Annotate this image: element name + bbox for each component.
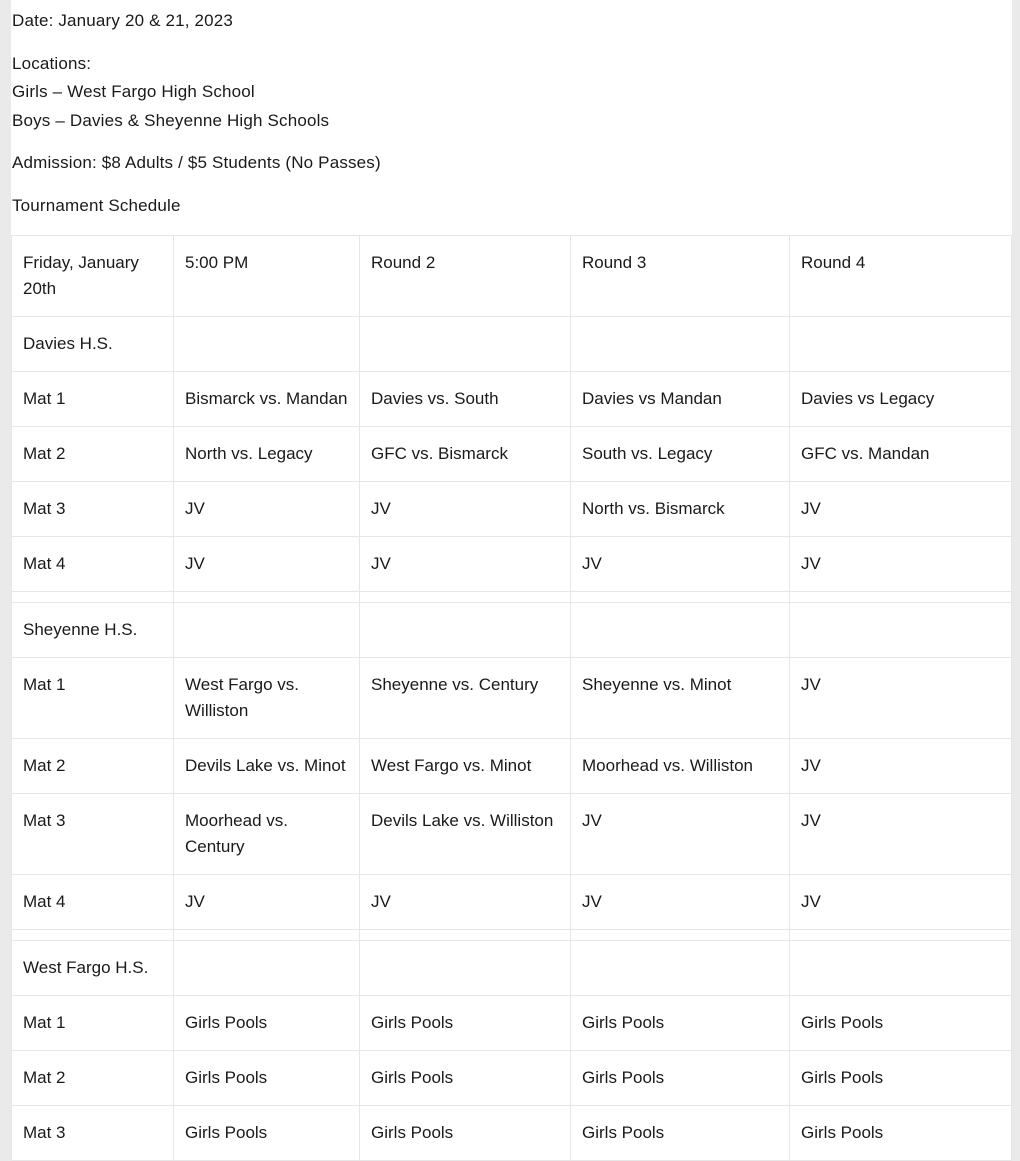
matchup-cell: North vs. Bismarck xyxy=(571,481,790,536)
column-header-3: Round 2 xyxy=(360,235,571,316)
venue-section-row xyxy=(12,602,1012,657)
matchup-cell: JV xyxy=(571,793,790,874)
venue-name: Davies H.S. xyxy=(12,316,174,371)
empty-cell xyxy=(571,929,790,940)
matchup-cell: Girls Pools xyxy=(174,995,360,1050)
matchup-cell: Moorhead vs. Century xyxy=(174,793,360,874)
column-header-4: Round 3 xyxy=(571,235,790,316)
mat-label: Mat 4 xyxy=(12,874,174,929)
matchup-cell: Girls Pools xyxy=(360,1105,571,1160)
matchup-cell: Sheyenne vs. Minot xyxy=(571,657,790,738)
matchup-cell: Girls Pools xyxy=(174,1050,360,1105)
venue-name: West Fargo H.S. xyxy=(12,940,174,995)
schedule-header-row xyxy=(12,235,1012,316)
matchup-cell: Bismarck vs. Mandan xyxy=(174,371,360,426)
matchup-cell: Girls Pools xyxy=(790,995,1012,1050)
empty-cell xyxy=(790,940,1012,995)
schedule-heading: Tournament Schedule xyxy=(12,195,181,215)
matchup-cell: JV xyxy=(790,657,1012,738)
matchup-cell: Sheyenne vs. Century xyxy=(360,657,571,738)
matchup-cell: GFC vs. Bismarck xyxy=(360,426,571,481)
schedule-table-body xyxy=(12,235,1012,1160)
venue-section-row xyxy=(12,940,1012,995)
matchup-cell: JV xyxy=(174,874,360,929)
mat-label: Mat 2 xyxy=(12,1050,174,1105)
intro-spacer-4 xyxy=(12,221,1012,235)
empty-cell xyxy=(360,940,571,995)
mat-label: Mat 2 xyxy=(12,738,174,793)
mat-row xyxy=(12,536,1012,591)
empty-cell xyxy=(360,591,571,602)
venue-section-row xyxy=(12,316,1012,371)
matchup-cell: Girls Pools xyxy=(790,1050,1012,1105)
matchup-cell: JV xyxy=(360,874,571,929)
mat-row xyxy=(12,1105,1012,1160)
mat-label: Mat 3 xyxy=(12,793,174,874)
matchup-cell: South vs. Legacy xyxy=(571,426,790,481)
mat-row xyxy=(12,481,1012,536)
empty-cell xyxy=(174,602,360,657)
matchup-cell: JV xyxy=(174,536,360,591)
matchup-cell: JV xyxy=(360,536,571,591)
matchup-cell: GFC vs. Mandan xyxy=(790,426,1012,481)
empty-cell xyxy=(360,316,571,371)
matchup-cell: JV xyxy=(174,481,360,536)
spacer-row xyxy=(12,591,1012,602)
location-boys: Boys – Davies & Sheyenne High Schools xyxy=(12,110,330,130)
locations-label: Locations: xyxy=(12,53,92,73)
matchup-cell: Devils Lake vs. Williston xyxy=(360,793,571,874)
empty-cell xyxy=(174,940,360,995)
mat-label: Mat 4 xyxy=(12,536,174,591)
mat-row xyxy=(12,426,1012,481)
mat-row xyxy=(12,657,1012,738)
matchup-cell: JV xyxy=(571,536,790,591)
column-header-2: 5:00 PM xyxy=(174,235,360,316)
spacer-row xyxy=(12,929,1012,940)
empty-cell xyxy=(12,929,174,940)
mat-row xyxy=(12,371,1012,426)
matchup-cell: Girls Pools xyxy=(571,995,790,1050)
empty-cell xyxy=(174,591,360,602)
empty-cell xyxy=(571,591,790,602)
mat-label: Mat 3 xyxy=(12,1105,174,1160)
empty-cell xyxy=(12,591,174,602)
matchup-cell: Girls Pools xyxy=(174,1105,360,1160)
mat-label: Mat 1 xyxy=(12,995,174,1050)
empty-cell xyxy=(790,591,1012,602)
mat-row xyxy=(12,738,1012,793)
intro-spacer-1 xyxy=(12,36,1012,50)
matchup-cell: West Fargo vs. Williston xyxy=(174,657,360,738)
matchup-cell: JV xyxy=(790,793,1012,874)
matchup-cell: JV xyxy=(360,481,571,536)
empty-cell xyxy=(174,316,360,371)
empty-cell xyxy=(360,929,571,940)
admission-line: Admission: $8 Adults / $5 Students (No Passes) xyxy=(12,153,381,173)
matchup-cell: Moorhead vs. Williston xyxy=(571,738,790,793)
mat-label: Mat 1 xyxy=(12,371,174,426)
matchup-cell: Girls Pools xyxy=(571,1105,790,1160)
matchup-cell: Davies vs Legacy xyxy=(790,371,1012,426)
matchup-cell: Girls Pools xyxy=(360,1050,571,1105)
empty-cell xyxy=(790,316,1012,371)
mat-row xyxy=(12,1050,1012,1105)
mat-label: Mat 2 xyxy=(12,426,174,481)
venue-name: Sheyenne H.S. xyxy=(12,602,174,657)
matchup-cell: JV xyxy=(571,874,790,929)
matchup-cell: Devils Lake vs. Minot xyxy=(174,738,360,793)
column-header-1: Friday, January 20th xyxy=(12,235,174,316)
document-intro xyxy=(11,0,1012,235)
matchup-cell: West Fargo vs. Minot xyxy=(360,738,571,793)
matchup-cell: JV xyxy=(790,536,1012,591)
empty-cell xyxy=(571,602,790,657)
empty-cell xyxy=(571,940,790,995)
empty-cell xyxy=(790,602,1012,657)
tournament-schedule-table xyxy=(11,235,1012,1161)
matchup-cell: Girls Pools xyxy=(790,1105,1012,1160)
column-header-5: Round 4 xyxy=(790,235,1012,316)
matchup-cell: Girls Pools xyxy=(571,1050,790,1105)
location-girls: Girls – West Fargo High School xyxy=(12,82,255,102)
mat-row xyxy=(12,793,1012,874)
intro-spacer-3 xyxy=(12,178,1012,192)
empty-cell xyxy=(571,316,790,371)
intro-spacer-2 xyxy=(12,135,1012,149)
matchup-cell: Davies vs Mandan xyxy=(571,371,790,426)
date-line: Date: January 20 & 21, 2023 xyxy=(12,11,234,30)
document-page xyxy=(11,0,1012,1161)
matchup-cell: Davies vs. South xyxy=(360,371,571,426)
matchup-cell: North vs. Legacy xyxy=(174,426,360,481)
matchup-cell: JV xyxy=(790,738,1012,793)
intro-top-spacer xyxy=(12,0,1012,7)
mat-label: Mat 1 xyxy=(12,657,174,738)
mat-label: Mat 3 xyxy=(12,481,174,536)
mat-row xyxy=(12,874,1012,929)
mat-row xyxy=(12,995,1012,1050)
matchup-cell: Girls Pools xyxy=(360,995,571,1050)
empty-cell xyxy=(790,929,1012,940)
matchup-cell: JV xyxy=(790,874,1012,929)
empty-cell xyxy=(360,602,571,657)
empty-cell xyxy=(174,929,360,940)
matchup-cell: JV xyxy=(790,481,1012,536)
